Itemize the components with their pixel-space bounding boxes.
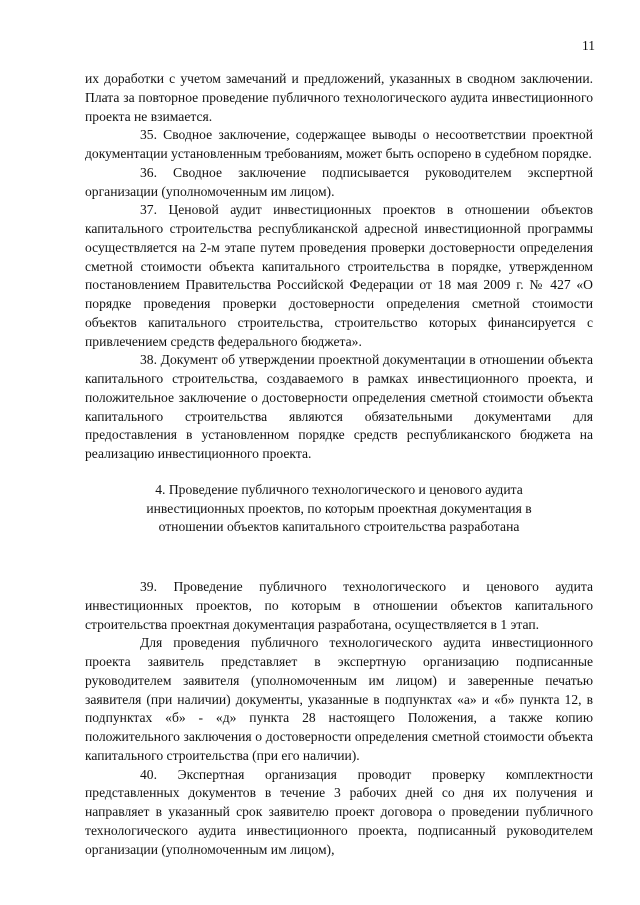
paragraph-35: 35. Сводное заключение, содержащее выводы о несоответствии проектной документации установленным требованиям, может быть оспорено в судебном порядке. [85,127,593,161]
paragraph-40: 40. Экспертная организация проводит проверку комплектности представленных документов в течение 3 рабочих дней со дня их получения и направляет в указанный срок заявителю проект договора о проведении публичного технологического аудита инвестиционного проекта, подписанный руководителем организации (уполномоченным им лицом), [85,766,593,857]
document-body [85,70,593,859]
paragraph-continuation: их доработки с учетом замечаний и предложений, указанных в сводном заключении. Плата за повторное проведение публичного технологического аудита инвестиционного проекта не взимается. [85,71,593,124]
section-heading [85,481,593,537]
paragraph-36: 36. Сводное заключение подписывается руководителем экспертной организации (уполномоченным им лицом). [85,164,593,199]
paragraph-39-continued: Для проведения публичного технологического аудита инвестиционного проекта заявитель представляет в экспертную организацию подписанные руководителем заявителя (уполномоченным им лицом) и заверенные печатью заявителя (при наличии) документы, указанные в подпунктах «а» и «б» пункта 12, в подпунктах «б» - «д» пункта 28 настоящего Положения, а также копию положительного заключения о достоверности определения сметной стоимости объекта капитального строительства (при его наличии). [85,635,593,763]
paragraph-39: 39. Проведение публичного технологического и ценового аудита инвестиционных проектов, по которым в отношении объектов капитального строительства проектная документация разработана, осуществляется в 1 этап. [85,579,593,632]
section-heading-line: инвестиционных проектов, по которым проектная документация в [146,500,532,516]
paragraph-38: 38. Документ об утверждении проектной документации в отношении объекта капитального строительства, создаваемого в рамках инвестиционного проекта, и положительное заключение о достоверности определения сметной стоимости объекта капитального строительства являются обязательными документами для предоставления в установленном порядке средств республиканского бюджета на реализацию инвестиционного проекта. [85,352,593,461]
paragraph-37: 37. Ценовой аудит инвестиционных проектов в отношении объектов капитального строительства республиканской адресной инвестиционной программы осуществляется на 2-м этапе путем проведения проверки достоверности определения сметной стоимости объекта капитального строительства в порядке, утвержденном постановлением Правительства Российской Федерации от 18 мая 2009 г. № 427 «О порядке проведения проверки достоверности определения сметной стоимости объектов капитального строительства, строительство которых финансируется с привлечением средств федерального бюджета». [85,202,593,349]
section-heading-line: отношении объектов капитального строительства разработана [158,519,520,535]
section-spacer [85,537,593,578]
section-heading-line: 4. Проведение публичного технологического и ценового аудита [155,481,523,497]
page-number: 11 [582,38,595,53]
